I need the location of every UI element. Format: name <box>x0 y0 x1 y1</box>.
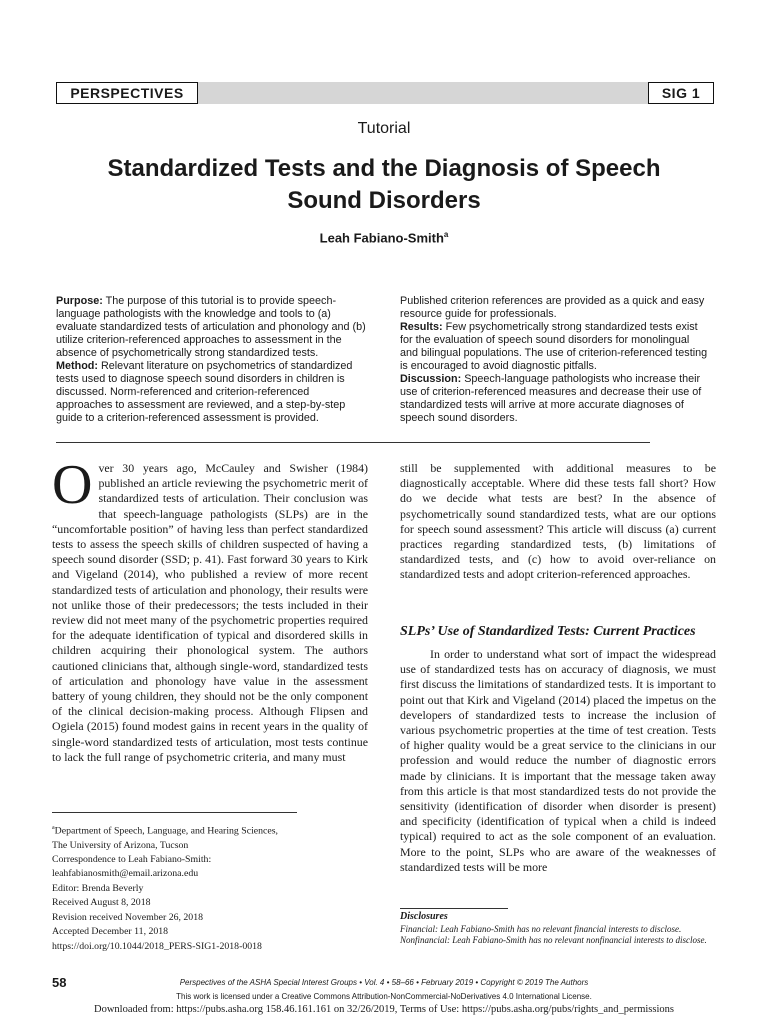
footnote-received: Received August 8, 2018 <box>52 897 151 909</box>
drop-cap: O <box>52 454 93 516</box>
author-line <box>0 230 768 245</box>
method-label: Method: <box>56 360 98 372</box>
abstract-left <box>56 295 366 425</box>
method-continued: Published criterion references are provided as a quick and easy resource guide for professionals. <box>400 295 705 320</box>
abstract-purpose <box>56 295 366 360</box>
footnote-doi-link[interactable]: https://doi.org/10.1044/2018_PERS-SIG1-2018-0018 <box>52 940 262 952</box>
results-text: Few psychometrically strong standardized tests exist for the evaluation of speech sound disorders for monolingual and bilingual populations. The use of criterion-referenced testing is encouraged to avoid diagnostic pitfalls. <box>400 321 708 372</box>
body-column-right <box>400 461 716 583</box>
right-paragraph-1: still be supplemented with additional measures to be diagnostically acceptable. Where did these tests fall short? How do we decide what tests are best? In the absence of psychometrically sound standardized tests, what are our options for speech sound assessment? This article will discuss (a) current practices regarding standardized tests, (b) limitations of standardized tests, and (c) how to avoid over-reliance on standardized tests and adopt criterion-referenced approaches. <box>400 461 716 582</box>
intro-paragraph <box>52 454 368 765</box>
download-notice[interactable]: Downloaded from: https://pubs.asha.org 158.46.161.161 on 32/26/2019, Terms of Use: https://pubs.asha.org/pubs/rights_and_permissions <box>94 1004 674 1015</box>
disclosures-heading: Disclosures <box>400 911 448 922</box>
footnote-divider <box>52 812 297 813</box>
footnote-corr: Correspondence to Leah Fabiano-Smith: <box>52 854 212 866</box>
footnote-accepted: Accepted December 11, 2018 <box>52 926 169 938</box>
purpose-text: The purpose of this tutorial is to provide speech-language pathologists with the knowledge and tools to (a) evaluate standardized tests of articulation and phonology and (b) utilize criterion-referenced approaches to assessment in the absence of psychometrically strong standardized tests. <box>56 295 366 359</box>
sig-label: SIG 1 <box>648 82 714 104</box>
author-affiliation-mark: a <box>443 230 449 239</box>
footnotes <box>52 821 342 954</box>
article-title: Standardized Tests and the Diagnosis of Speech Sound Disorders <box>107 155 661 214</box>
perspectives-label: PERSPECTIVES <box>56 82 198 104</box>
disclosure-nonfinancial: Nonfinancial: Leah Fabiano-Smith has no relevant nonfinancial interests to disclose. <box>400 935 707 945</box>
results-label: Results: <box>400 321 443 333</box>
body-column-right-2 <box>400 647 716 875</box>
disclosure-financial: Financial: Leah Fabiano-Smith has no relevant financial interests to disclose. <box>400 923 682 934</box>
journal-citation: Perspectives of the ASHA Special Interest Groups • Vol. 4 • 58–66 • February 2019 • Copyright © 2019 The Authors <box>179 978 589 987</box>
footnote-dept: Department of Speech, Language, and Hearing Sciences, <box>54 825 279 837</box>
intro-text: ver 30 years ago, McCauley and Swisher (1984) published an article reviewing the psychometric merit of standardized tests of articulation. Their conclusion was that speech-language pathologists (SLPs) are in the “uncomfortable position” of having less than perfect standardized tests to assess the speech skills of children suspected of having a speech sound disorder (SSD; p. 41). Fast forward 30 years to Kirk and Vigeland (2014), who published a review of more recent standardized tests of articulation and phonology, their results were not unlike those of their predecessors; the tests included in their review did not meet many of the psychometric properties required for the adequate identification of typical and disordered skills in children acquiring their phonological system. The authors cautioned clinicians that, although single-word, standardized tests of articulation and phonology have value in the assessment battery of young children, they should not be the only component of the clinical decision-making process. Although Flipsen and Ogiela (2015) found modest gains in recent years in the quality of single-word standardized tests of articulation, most tests continue to lack the full range of psychometric criteria, and many must <box>52 461 368 764</box>
abstract-discussion <box>400 373 710 425</box>
page-number: 58 <box>52 975 67 990</box>
method-text: Relevant literature on psychometrics of standardized tests used to diagnose speech sound disorders in children is discussed. Norm-referenced and criterion-referenced approaches to assessment are reviewed, and a step-by-step guide to a criterion-referenced assessment is provided. <box>56 360 353 424</box>
abstract-divider <box>56 442 650 443</box>
right-paragraph-2: In order to understand what sort of impact the widespread use of standardized tests has on accuracy of diagnosis, we must first discuss the limitations of standardized tests. It is important to point out that Kirk and Vigeland (2014) placed the impetus on the developers of standardized tests to increase the inclusion of various psychometric properties at the time of test creation. Tests of higher quality would be a great service to the clinicians in our profession and would reduce the number of diagnostic errors made by clinicians. It is important that the message taken away from this article is that most standardized tests do not provide the sensitivity (identification of disorder when disorder is present) and specificity (identification of typical when a child is indeed typical) required to act as the sole component of an evaluation. More to the point, SLPs who are aware of the weaknesses of standardized tests will be more <box>400 647 716 874</box>
footnote-univ: The University of Arizona, Tucson <box>52 839 189 851</box>
discussion-text: Speech-language pathologists who increase their use of criterion-referenced measures and decrease their use of standardized tests will arrive at more accurate diagnoses of speech sound disorders. <box>400 373 702 424</box>
license-notice[interactable]: This work is licensed under a Creative Commons Attribution-NonCommercial-NoDerivatives 4.0 International License. <box>176 992 592 1001</box>
disclosures-divider <box>400 908 508 909</box>
footnote-mark: a <box>52 825 55 831</box>
section-heading: SLPs’ Use of Standardized Tests: Current Practices <box>400 624 696 639</box>
body-column-left <box>52 454 368 765</box>
article-type: Tutorial <box>357 120 411 137</box>
discussion-label: Discussion: <box>400 373 462 385</box>
author-name: Leah Fabiano-Smith <box>319 230 444 246</box>
footnote-email[interactable]: leahfabianosmith@email.arizona.edu <box>52 868 199 880</box>
abstract-right <box>400 295 710 425</box>
footnote-editor: Editor: Brenda Beverly <box>52 882 144 894</box>
footnote-revision: Revision received November 26, 2018 <box>52 911 203 923</box>
purpose-label: Purpose: <box>56 295 103 307</box>
disclosures <box>400 911 730 947</box>
abstract-results <box>400 321 710 373</box>
abstract-method <box>56 360 366 425</box>
footnote-affiliation <box>52 821 342 839</box>
